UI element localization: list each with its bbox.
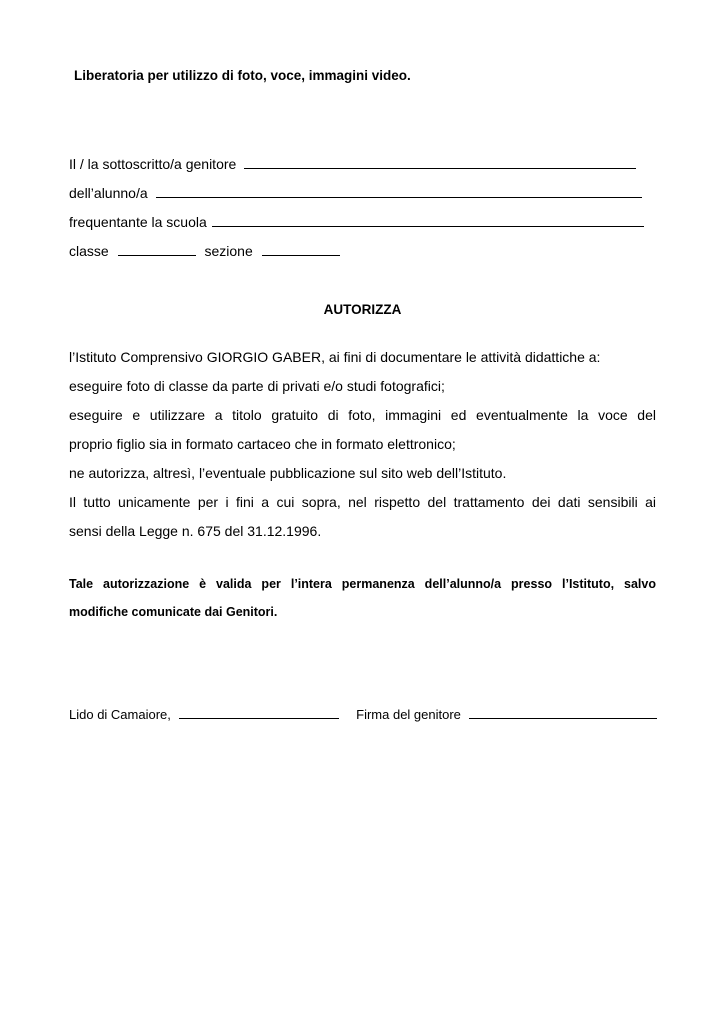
- student-label: dell’alunno/a: [69, 185, 148, 201]
- authorization-heading: AUTORIZZA: [323, 302, 402, 317]
- school-name-line[interactable]: [212, 214, 644, 227]
- parent-name-line[interactable]: [244, 156, 636, 169]
- school-field-row: [69, 214, 644, 230]
- class-label: classe: [69, 243, 109, 259]
- section-line[interactable]: [262, 243, 340, 256]
- signature-label: Firma del genitore: [356, 707, 461, 722]
- parent-label: Il / la sottoscritto/a genitore: [69, 156, 237, 172]
- student-field-row: [69, 185, 642, 201]
- parent-field-row: [69, 156, 636, 172]
- date-line[interactable]: [179, 707, 339, 719]
- signature-row: [69, 707, 657, 722]
- body-line-6: Il tutto unicamente per i fini a cui sopra, nel rispetto del trattamento dei dati sensibili ai: [69, 494, 656, 510]
- body-line-1: l’Istituto Comprensivo GIORGIO GABER, ai fini di documentare le attività didattiche a:: [69, 349, 601, 365]
- validity-note: [69, 570, 656, 626]
- place-label: Lido di Camaiore,: [69, 707, 171, 722]
- class-line[interactable]: [118, 243, 196, 256]
- student-name-line[interactable]: [156, 185, 642, 198]
- signature-line[interactable]: [469, 707, 657, 719]
- section-label: sezione: [204, 243, 253, 259]
- body-line-5: ne autorizza, altresì, l’eventuale pubblicazione sul sito web dell’Istituto.: [69, 465, 507, 481]
- body-line-2: eseguire foto di classe da parte di privati e/o studi fotografici;: [69, 378, 445, 394]
- note-line-2: modifiche comunicate dai Genitori.: [69, 605, 278, 619]
- school-label: frequentante la scuola: [69, 214, 207, 230]
- class-section-row: [69, 243, 340, 259]
- note-line-1: Tale autorizzazione è valida per l’intera permanenza dell’alunno/a presso l’Istituto, salvo: [69, 577, 656, 591]
- document-title: Liberatoria per utilizzo di foto, voce, immagini video.: [74, 68, 411, 83]
- authorization-body: [69, 343, 656, 546]
- body-line-4: proprio figlio sia in formato cartaceo che in formato elettronico;: [69, 436, 456, 452]
- body-line-3: eseguire e utilizzare a titolo gratuito di foto, immagini ed eventualmente la voce del: [69, 407, 656, 423]
- body-line-7: sensi della Legge n. 675 del 31.12.1996.: [69, 523, 322, 539]
